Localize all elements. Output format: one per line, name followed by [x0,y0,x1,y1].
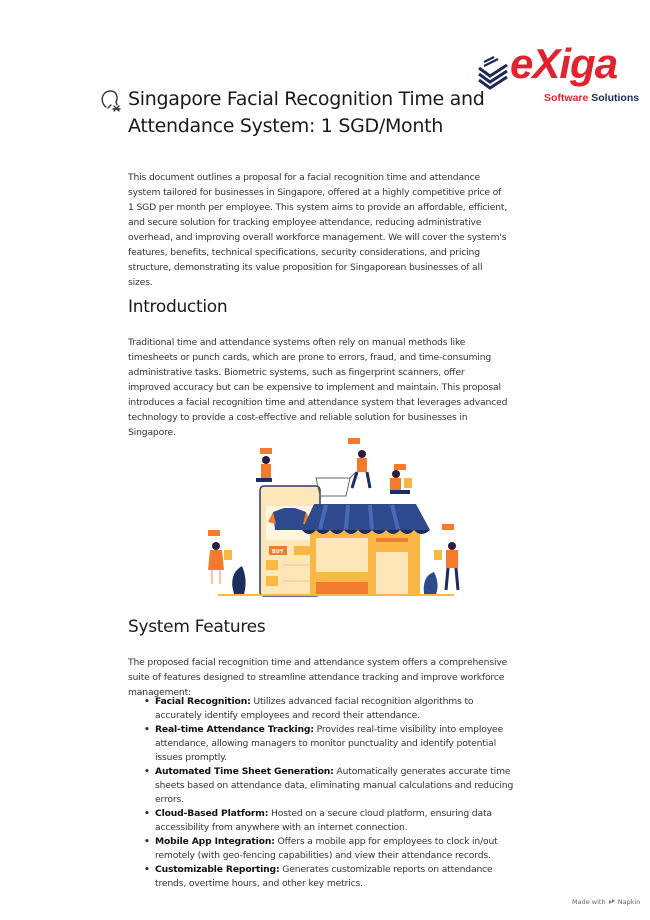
feature-text: Generates customizable reports on attendance trends, overtime hours, and other key metrics. [155,864,493,889]
exiga-logo [474,42,644,108]
list-item-real-time-tracking [142,723,522,765]
features-list [142,695,522,891]
feature-label: Customizable Reporting: [155,864,280,875]
list-item-facial-recognition [142,695,522,723]
feature-text: Utilizes advanced facial recognition algorithms to accurately identify employees and record their attendance. [155,696,474,721]
intro-paragraph: This document outlines a proposal for a facial recognition time and attendance system tailored for businesses in Singapore, offered at a highly competitive price of 1 SGD per month per employee. This system aims to provide an affordable, efficient, and secure solution for tracking employee attendance, reducing administrative overhead, and improving overall workforce management. We will cover the system's features, benefits, technical specifications, security considerations, and pricing structure, demonstrating its value proposition for Singaporean businesses of all sizes. [128,172,508,288]
list-item-time-sheet-generation [142,765,522,807]
face-scan-icon [100,88,124,114]
made-with-napkin-badge[interactable] [572,898,640,906]
feature-text: Offers a mobile app for employees to clock in/out remotely (with geo-fencing capabilities) and view their attendance records. [155,836,498,861]
svg-text:BUY: BUY [272,549,284,555]
introduction-body: Traditional time and attendance systems often rely on manual methods like timesheets or punch cards, which are prone to errors, fraud, and time-consuming administrative tasks. Biometric systems, such as fingerprint scanners, offer improved accuracy but can be expensive to implement and maintain. This proposal introduces a facial recognition time and attendance system that leverages advanced technology to provide a cost-effective and reliable solution for businesses in Singapore. [128,337,508,438]
feature-label: Cloud-Based Platform: [155,808,269,819]
stacked-layers-icon [476,56,510,90]
bullet-icon: • [144,864,150,875]
system-features-body: The proposed facial recognition time and attendance system offers a comprehensive suite of features designed to streamline attendance tracking and improve workforce management: [128,657,508,698]
bullet-icon: • [144,836,150,847]
bullet-icon: • [144,766,150,777]
feature-text: Hosted on a secure cloud platform, ensuring data accessibility from anywhere with an internet connection. [155,808,492,833]
made-with-label: Made with [572,898,606,906]
logo-subtitle-software: Software [544,92,589,104]
system-features-heading: System Features [128,617,266,637]
feature-label: Facial Recognition: [155,696,251,707]
feature-label: Automated Time Sheet Generation: [155,766,334,777]
bullet-icon: • [144,808,150,819]
storefront-illustration [198,434,466,598]
logo-subtitle-solutions: Solutions [591,92,640,104]
feature-text: Automatically generates accurate time sheets based on attendance data, eliminating manual calculations and reducing errors. [155,766,514,805]
list-item-cloud-platform [142,807,522,835]
list-item-mobile-app [142,835,522,863]
logo-subtitle [544,92,639,104]
page-title: Singapore Facial Recognition Time and Attendance System: 1 SGD/Month [128,88,485,137]
bullet-icon: • [144,724,150,735]
napkin-logo-icon [609,899,615,905]
logo-wordmark: eXiga [510,40,618,87]
feature-label: Mobile App Integration: [155,836,275,847]
feature-label: Real-time Attendance Tracking: [155,724,314,735]
introduction-heading: Introduction [128,297,228,317]
bullet-icon: • [144,696,150,707]
napkin-label: Napkin [617,898,641,906]
list-item-customizable-reporting [142,863,522,891]
feature-text: Provides real-time visibility into employee attendance, allowing managers to monitor punctuality and identify potential issues promptly. [155,724,503,763]
